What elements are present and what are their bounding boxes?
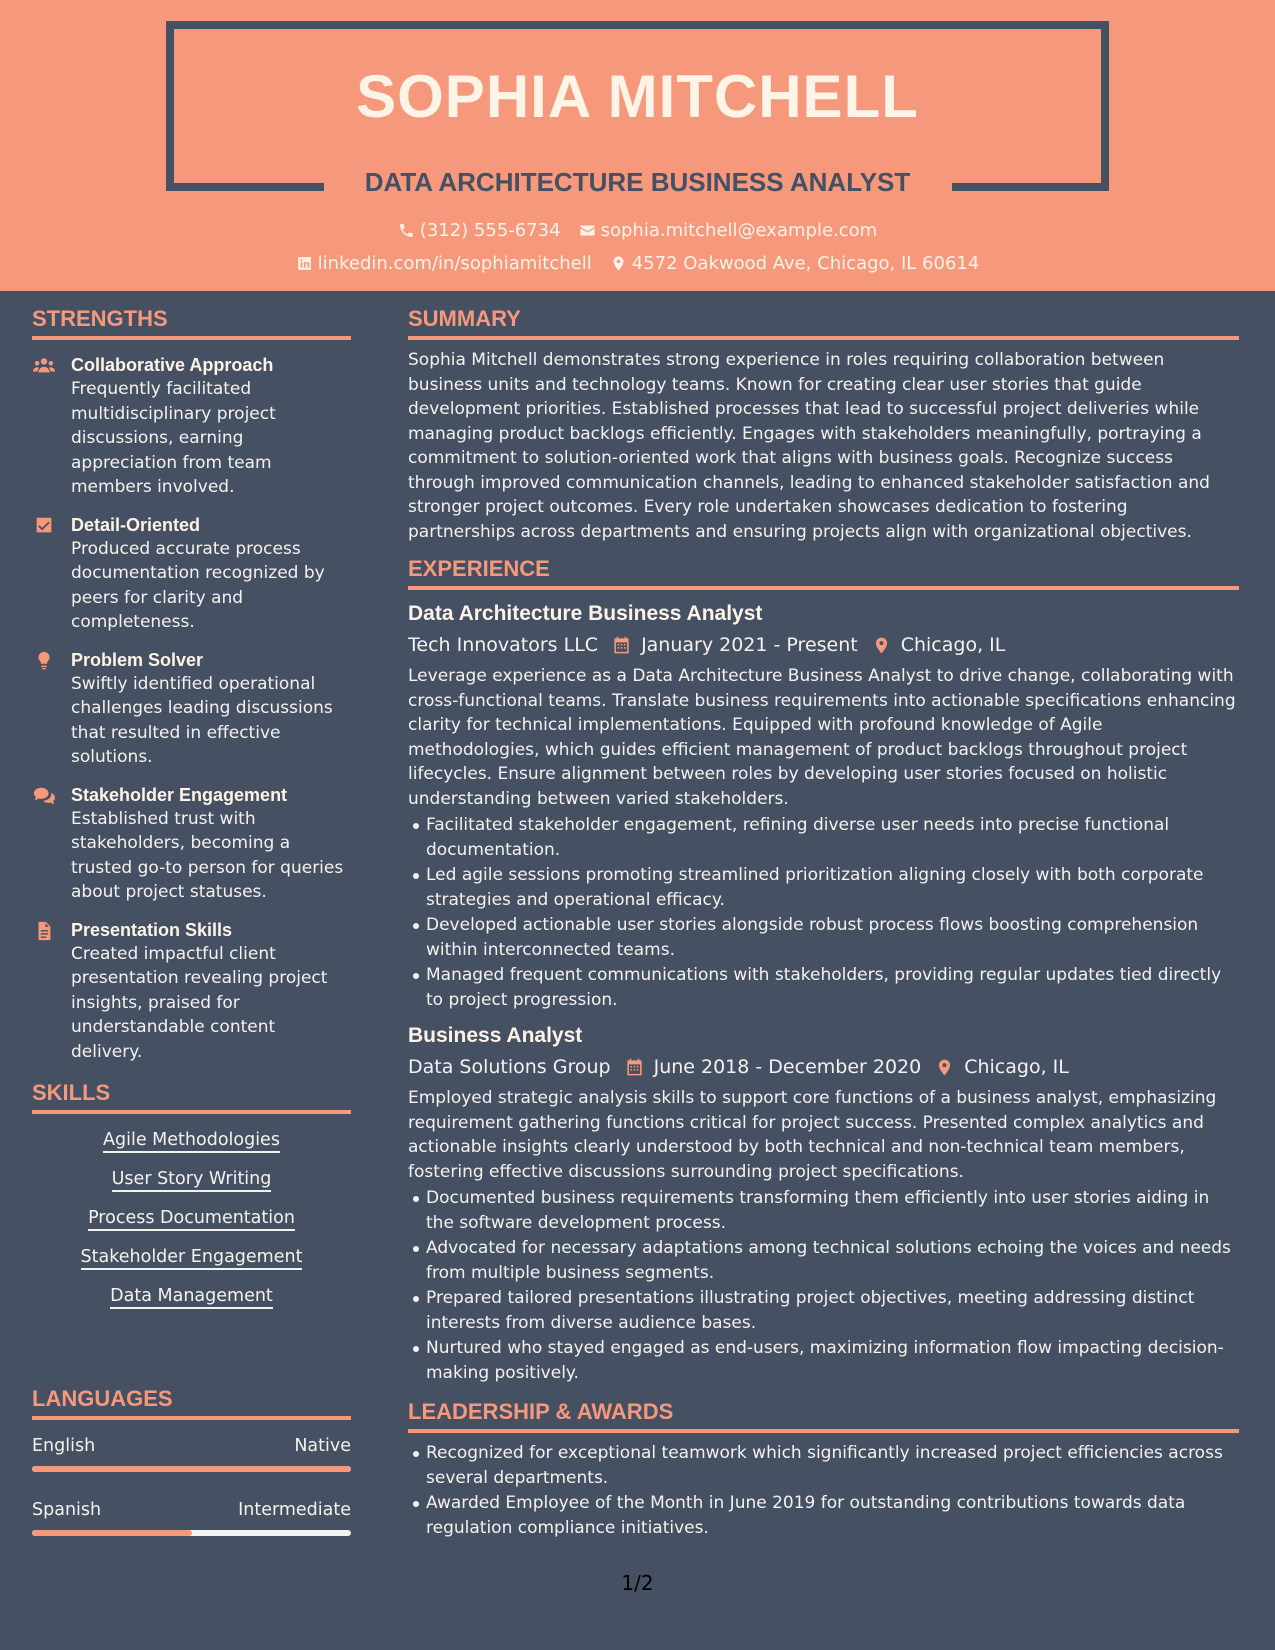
strength-desc: Swiftly identified operational challenges leading discussions that resulted in effective solutions. xyxy=(71,673,333,767)
language-bar xyxy=(32,1530,351,1536)
strength-item xyxy=(32,354,351,500)
strength-desc: Established trust with stakeholders, becoming a trusted go-to person for queries about project statuses. xyxy=(71,808,344,902)
job-bullets xyxy=(408,813,1239,1012)
language-level: Intermediate xyxy=(238,1500,351,1520)
language-item xyxy=(32,1436,351,1472)
strength-item xyxy=(32,784,351,905)
language-item xyxy=(32,1500,351,1536)
summary-title: SUMMARY xyxy=(408,306,1239,340)
languages-section xyxy=(32,1386,351,1536)
contact-address xyxy=(610,253,980,274)
strength-title: Detail-Oriented xyxy=(71,514,201,535)
left-column xyxy=(32,306,351,1309)
language-bar-fill xyxy=(32,1466,351,1472)
job-description: Leverage experience as a Data Architecture Business Analyst to drive change, collaborating with cross-functional teams. Translate business requirements into actionable specifications enhancing clarity for technical implementations. Equipped with profound knowledge of Agile methodologies, which guides efficient management of product backlogs throughout project lifecycles. Ensure alignment between roles by developing user stories focused on holistic understanding between varied stakeholders. xyxy=(408,666,1236,809)
comments-icon xyxy=(33,786,55,806)
calendar-icon xyxy=(625,1058,644,1077)
job-company: Tech Innovators LLC xyxy=(408,634,599,656)
envelope-icon xyxy=(579,222,596,239)
skill-tag: Agile Methodologies xyxy=(103,1130,280,1153)
phone-text: (312) 555-6734 xyxy=(419,220,561,241)
language-level: Native xyxy=(294,1436,351,1456)
job-meta xyxy=(408,1056,1239,1078)
job-location: Chicago, IL xyxy=(964,1056,1069,1078)
skill-list xyxy=(32,1114,351,1309)
language-name: English xyxy=(32,1436,96,1456)
job-title: Data Architecture Business Analyst xyxy=(408,602,763,625)
job-company: Data Solutions Group xyxy=(408,1056,611,1078)
lightbulb-icon xyxy=(33,651,55,671)
map-pin-icon xyxy=(935,1058,954,1077)
map-pin-icon xyxy=(872,636,891,655)
address-text: 4572 Oakwood Ave, Chicago, IL 60614 xyxy=(631,253,980,274)
contact-row-2 xyxy=(0,253,1275,274)
candidate-name: SOPHIA MITCHELL xyxy=(356,63,919,130)
phone-icon xyxy=(398,222,415,239)
strength-item xyxy=(32,514,351,635)
strength-desc: Frequently facilitated multidisciplinary project discussions, earning appreciation from team members involved. xyxy=(71,379,276,497)
job-entry xyxy=(408,1024,1239,1385)
job-title: Business Analyst xyxy=(408,1024,583,1047)
linkedin-text[interactable]: linkedin.com/in/sophiamitchell xyxy=(317,253,592,274)
list-item: Recognized for exceptional teamwork which significantly increased project efficiencies across several departments. xyxy=(426,1441,1239,1490)
strength-item xyxy=(32,649,351,770)
checkbox-icon xyxy=(33,516,55,536)
resume-header xyxy=(0,0,1275,291)
skills-section xyxy=(32,1080,351,1309)
contact-linkedin[interactable] xyxy=(296,253,592,274)
map-pin-icon xyxy=(610,255,627,272)
leadership-list xyxy=(408,1441,1239,1540)
list-item: Advocated for necessary adaptations among technical solutions echoing the voices and needs from multiple business segments. xyxy=(426,1236,1239,1285)
job-bullets xyxy=(408,1186,1239,1385)
contact-email[interactable] xyxy=(579,220,878,241)
language-name: Spanish xyxy=(32,1500,102,1520)
skill-tag: Data Management xyxy=(110,1286,273,1309)
contact-row-1 xyxy=(0,220,1275,241)
strength-title: Problem Solver xyxy=(71,649,204,670)
candidate-role: DATA ARCHITECTURE BUSINESS ANALYST xyxy=(364,167,911,197)
page-number: 1/2 xyxy=(621,1571,654,1595)
contact-phone xyxy=(398,220,561,241)
list-item: Nurtured who stayed engaged as end-users, maximizing information flow impacting decision-making positively. xyxy=(426,1336,1239,1385)
job-description: Employed strategic analysis skills to support core functions of a business analyst, emphasizing requirement gathering functions critical for project success. Presented complex analytics and actionable insights clearly understood by both technical and non-technical team members, fostering effective discussions surrounding project specifications. xyxy=(408,1088,1217,1182)
list-item: Awarded Employee of the Month in June 2019 for outstanding contributions towards data regulation compliance initiatives. xyxy=(426,1491,1239,1540)
job-dates: January 2021 - Present xyxy=(641,634,858,656)
strength-title: Stakeholder Engagement xyxy=(71,784,288,805)
skill-tag: Process Documentation xyxy=(88,1208,295,1231)
email-text[interactable]: sophia.mitchell@example.com xyxy=(600,220,878,241)
job-location: Chicago, IL xyxy=(900,634,1006,656)
strength-desc: Produced accurate process documentation recognized by peers for clarity and completeness. xyxy=(71,538,325,632)
experience-title: EXPERIENCE xyxy=(408,556,1239,590)
languages-title: LANGUAGES xyxy=(32,1386,351,1420)
linkedin-icon xyxy=(296,255,313,272)
skills-title: SKILLS xyxy=(32,1080,351,1114)
job-dates: June 2018 - December 2020 xyxy=(653,1056,922,1078)
list-item: Managed frequent communications with stakeholders, providing regular updates tied directly to project progression. xyxy=(426,963,1239,1012)
summary-text: Sophia Mitchell demonstrates strong experience in roles requiring collaboration between business units and technology teams. Known for creating clear user stories that guide development priorities. Established processes that lead to successful project deliveries while managing product backlogs efficiently. Engages with stakeholders meaningfully, portraying a commitment to solution-oriented work that aligns with business goals. Recognize success through improved communication channels, leading to enhanced stakeholder satisfaction and stronger project outcomes. Every role undertaken showcases dedication to fostering partnerships across departments and ensuring projects align with organizational objectives. xyxy=(408,350,1210,542)
leadership-title: LEADERSHIP & AWARDS xyxy=(408,1399,1239,1433)
calendar-icon xyxy=(612,636,631,655)
strength-item xyxy=(32,919,351,1065)
strength-title: Presentation Skills xyxy=(71,919,233,940)
language-bar xyxy=(32,1466,351,1472)
skill-tag: User Story Writing xyxy=(112,1169,272,1192)
strength-desc: Created impactful client presentation revealing project insights, praised for understandable content delivery. xyxy=(71,943,328,1062)
right-column xyxy=(408,306,1239,1541)
list-item: Documented business requirements transforming them efficiently into user stories aiding in the software development process. xyxy=(426,1186,1239,1235)
list-item: Led agile sessions promoting streamlined prioritization aligning closely with both corporate strategies and operational efficacy. xyxy=(426,863,1239,912)
skill-tag: Stakeholder Engagement xyxy=(81,1247,303,1270)
strengths-title: STRENGTHS xyxy=(32,306,351,340)
list-item: Facilitated stakeholder engagement, refining diverse user needs into precise functional documentation. xyxy=(426,813,1239,862)
document-icon xyxy=(33,921,55,941)
list-item: Developed actionable user stories alongside robust process flows boosting comprehension within interconnected teams. xyxy=(426,913,1239,962)
job-entry xyxy=(408,602,1239,1012)
language-bar-fill xyxy=(32,1530,192,1536)
job-meta xyxy=(408,634,1239,656)
list-item: Prepared tailored presentations illustrating project objectives, meeting addressing distinct interests from diverse audience bases. xyxy=(426,1286,1239,1335)
strength-title: Collaborative Approach xyxy=(71,355,274,375)
users-icon xyxy=(33,356,55,376)
